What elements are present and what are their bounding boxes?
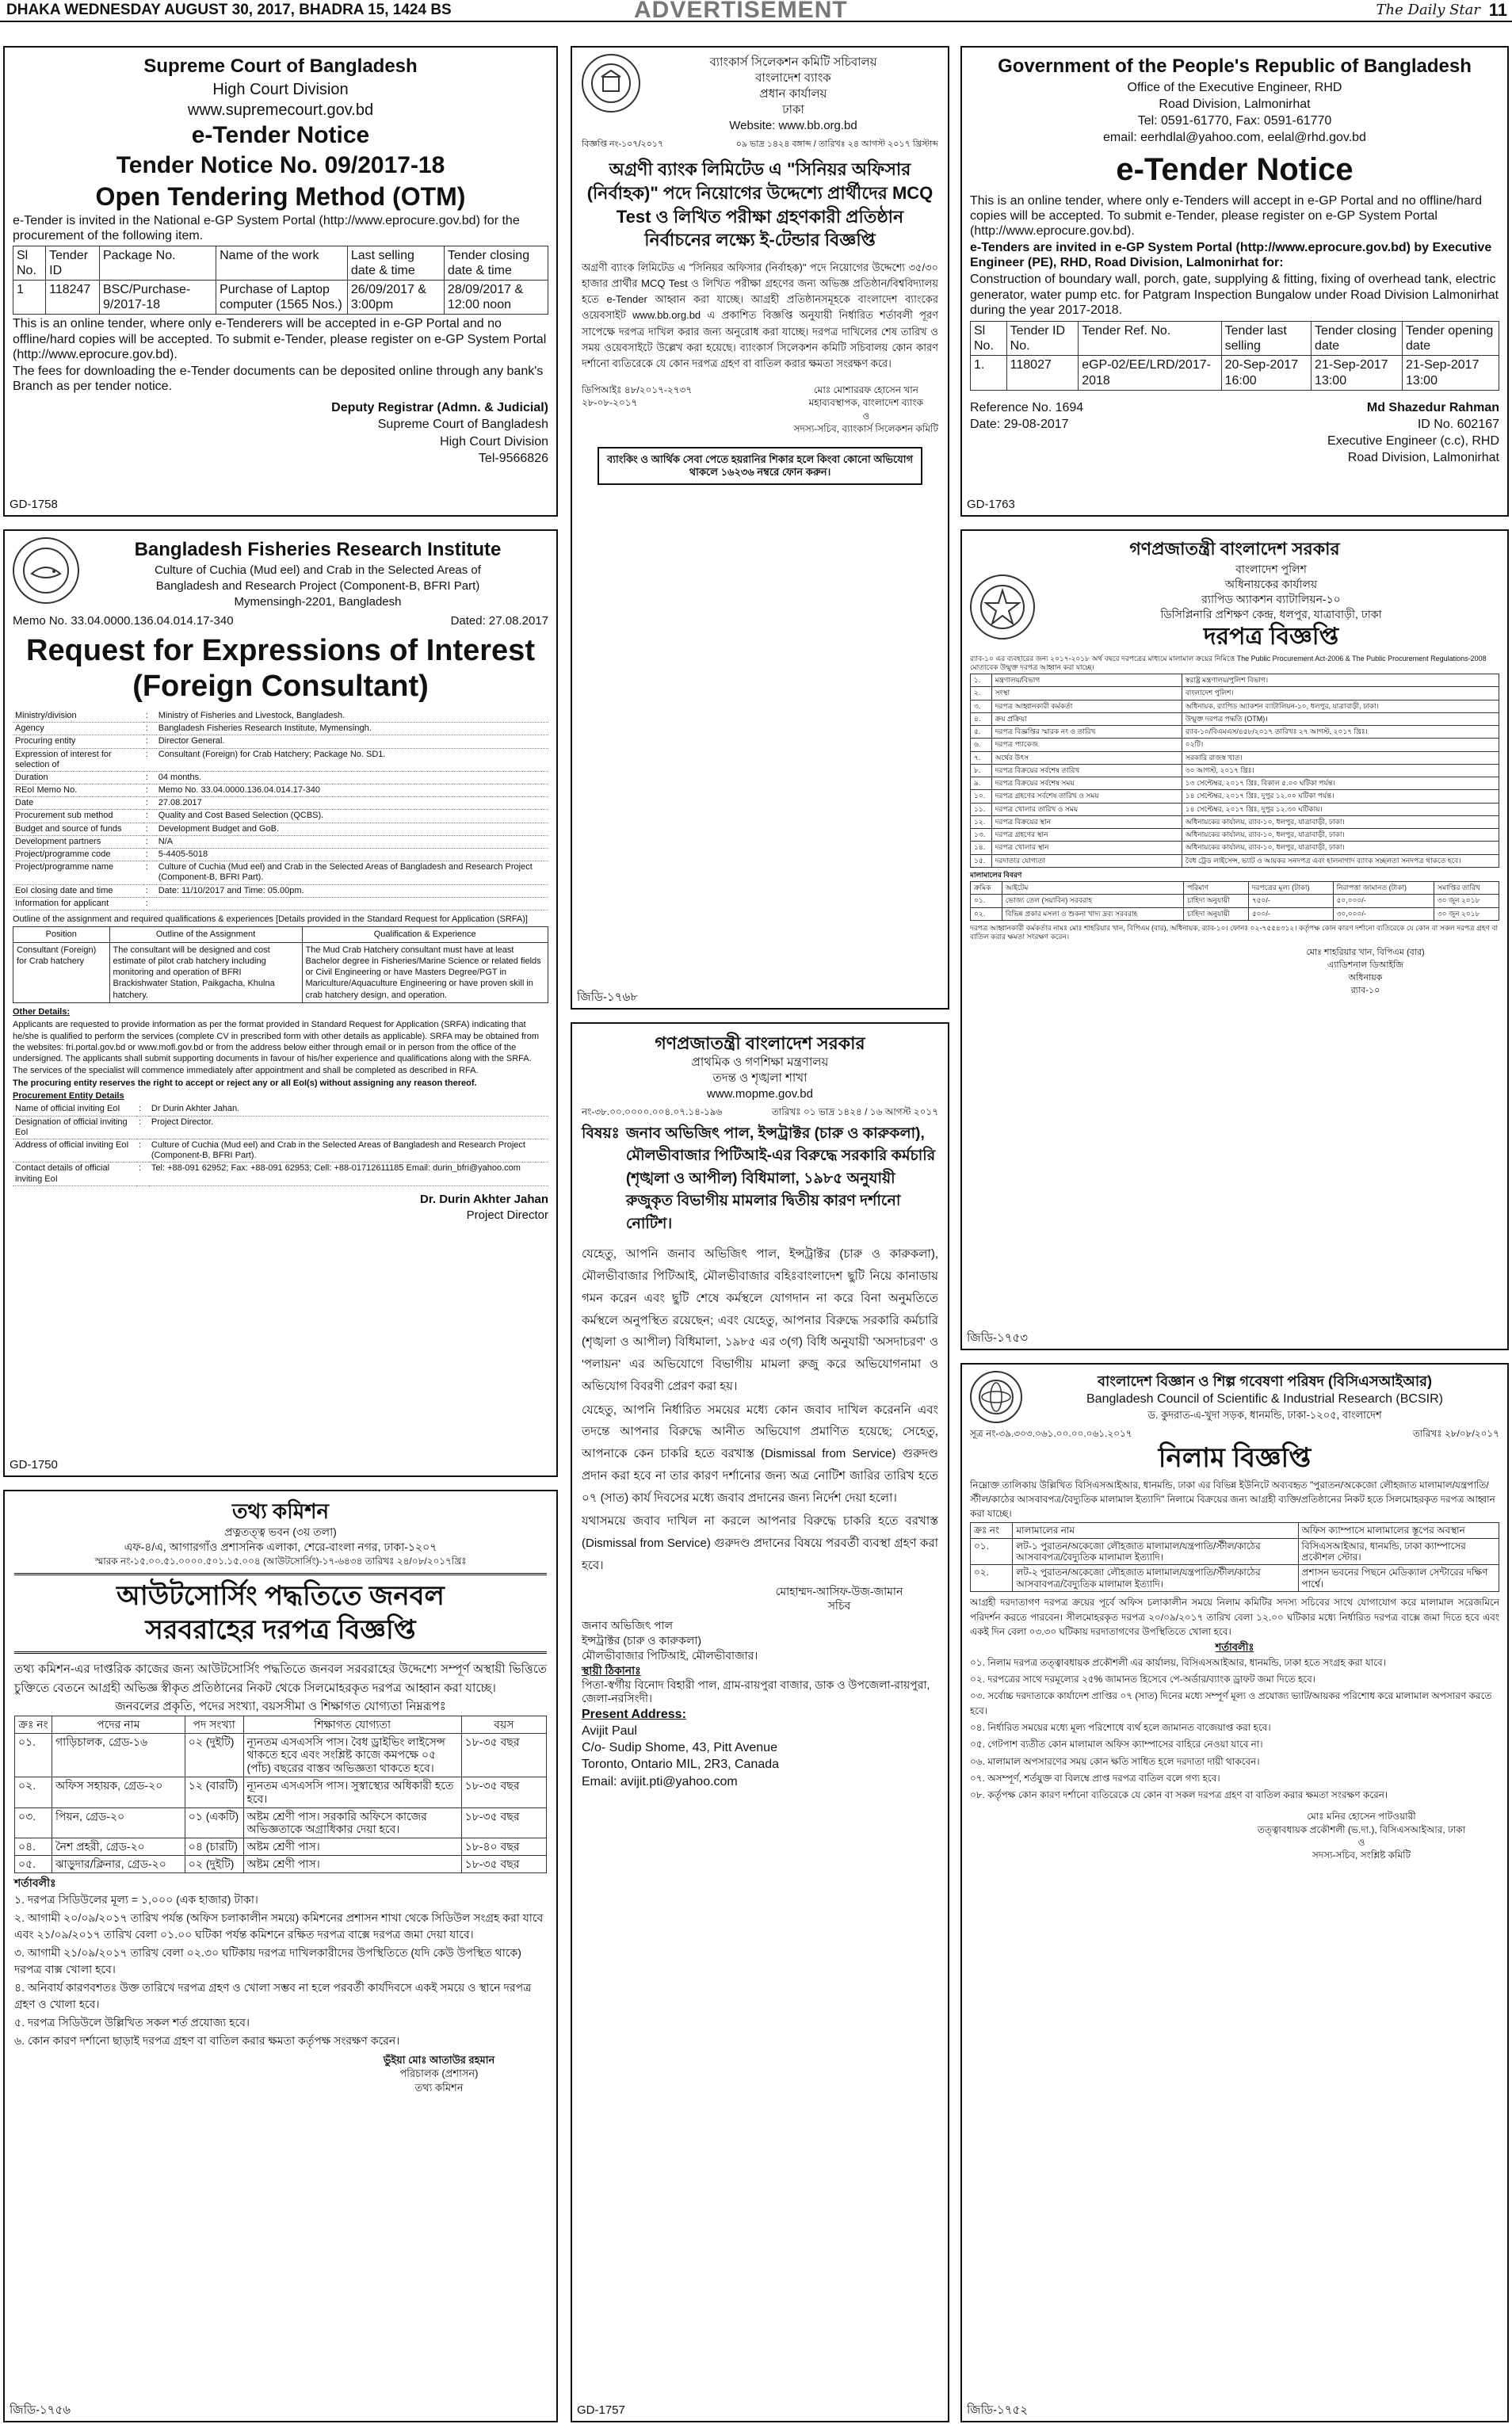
- ad-heading: (Foreign Consultant): [132, 670, 429, 704]
- table-cell: Consultant (Foreign) for Crab hatchery: [13, 942, 110, 1002]
- table-cell: Purchase of Laptop computer (1565 Nos.): [216, 280, 348, 314]
- signatory-office: Road Division, Lalmonirhat: [1347, 451, 1499, 465]
- memo-date: Dated: 27.08.2017: [450, 613, 548, 628]
- ad-heading: e-Tender Notice: [191, 121, 370, 148]
- masthead-date: DHAKA WEDNESDAY AUGUST 30, 2017, BHADRA 15, 1424 BS: [6, 2, 452, 18]
- header-cell: Tender opening date: [1402, 322, 1499, 356]
- table-row: Development partners : N/A: [13, 835, 548, 848]
- sub-text: জনবলের প্রকৃতি, পদের সংখ্যা, বয়সসীমা ও শিক্ষাগত যোগ্যতা নিম্নরূপঃ: [115, 1699, 446, 1713]
- intro-text: e-Tender is invited in the National e-GP System Portal (http://www.eprocure.gov.bd) for the procurement of the following item.: [13, 214, 520, 243]
- section-heading: শর্তাবলীঃ: [1215, 1640, 1254, 1653]
- table-row: Duration : 04 months.: [13, 771, 548, 784]
- term-item: ০৪. নির্ধারিত সময়ের মধ্যে মূল্য পরিশোধে ব্যর্থ হলে জামানত বাজেয়াপ্ত করা হবে।: [970, 1722, 1271, 1734]
- address-line: C/o- Sudip Shome, 43, Pitt Avenue: [582, 1741, 777, 1755]
- body-text: দরপত্র আহ্বানকারী কর্মকর্তার নামঃ মোঃ শাহরিয়ার খান, বিপিএম (বার), অধিনায়ক, র‍্যাব-১০। ফোনঃ ০২-৭৫৫৪৩১২। কর্তৃপক্ষ কোন কারণ দর্শানো ব্যতিরেকে যে কোন বা সকল দরপত্র গ্রহণ বা বাতিল করার ক্ষমতা সংরক্ষণ করেন।: [970, 923, 1499, 941]
- signatory-name: Md Shazedur Rahman: [1366, 400, 1499, 414]
- ad-subtitle: অধিনায়কের কার্যালয়: [1224, 578, 1318, 591]
- signatory-office: র‍্যাব-১০: [1350, 985, 1380, 995]
- signatory-name: মোঃ মনির হোসেন পাটওয়ারী: [1307, 1811, 1416, 1823]
- signatory-title: Project Director: [466, 1208, 548, 1222]
- ad-subtitle: প্রত্নতত্ত্ব ভবন (৩য় তলা): [224, 1525, 337, 1539]
- address-line: Toronto, Ontario MIL, 2R3, Canada: [582, 1758, 780, 1772]
- table-row: ৩. দরপত্র আহ্বানকারী কর্মকর্তা অধিনায়ক, র‍্যাপিড অ্যাকশন ব্যাটালিয়ন-১০, ধলপুর, যাত্রাবাড়ী, ঢাকা।: [971, 700, 1499, 712]
- table-row: ৭. অর্থের উৎস সরকারি রাজস্ব খাত।: [971, 751, 1499, 764]
- signatory-name: ভুঁইয়া মোঃ আতাউর রহমান: [383, 2053, 495, 2066]
- header-cell: Tender closing date: [1312, 322, 1403, 356]
- body-text: যেহেতু, আপনি নির্ধারিত সময়ের মধ্যে কোন জবাব দাখিল করেননি এবং তদন্তে আপনার বিরুদ্ধে আনীত অভিযোগ প্রমাণিত হয়েছে; সেহেতু, আপনাকে কেন চাকরি হতে বরখাস্ত (Dismissal from Service) গুরুদণ্ড প্রদান করা হবে না তার কারণ দর্শানোর জন্য অত্র নোটিশ জারির তারিখ হতে ০৭ (সাত) কার্য দিবসের মধ্যে জবাব প্রদানের জন্য নির্দেশ দেয়া হলো।: [582, 1403, 938, 1505]
- table-row: Address of official inviting EoI : Culture of Cuchia (Mud eel) and Crab in the Selected Areas of Bangladesh and Research Project (Component-B, BFRI Part).: [13, 1139, 548, 1162]
- ad-title: ব্যাংকার্স সিলেকশন কমিটি সচিবালয়: [709, 55, 877, 69]
- ad-website: Website: www.bb.org.bd: [729, 119, 857, 132]
- outline-text: Outline of the assignment and required qualifications & experiences [Details provided in the Standard Request for Application (SRFA)]: [13, 914, 528, 924]
- term-item: ০৬. মালামাল অপসারণের সময় কোন ক্ষতি সাধিত হলে দরদাতা দায়ী থাকবেন।: [970, 1755, 1260, 1767]
- ad-subtitle: প্রধান কার্যালয়: [759, 87, 827, 101]
- newspaper-logo: The Daily Star: [1376, 2, 1480, 18]
- recipient-title: ইন্সট্রাক্টর (চারু ও কারুকলা): [582, 1633, 701, 1647]
- body-text: e-Tenders are invited in e-GP System Portal (http://www.eprocure.gov.bd) by Executive Engineer (PE), RHD, Road Division, Lalmonirhat for:: [970, 241, 1492, 270]
- signatory-title: অধিনায়ক: [1348, 972, 1383, 983]
- rab10-tender-ad: [960, 529, 1509, 1350]
- signatory-name: মোঃ মোশাররফ হোসেন খান: [813, 384, 918, 395]
- note-text: This is an online tender, where only e-Tenderers will be accepted in e-GP Portal and no offline/hard copies will be accepted. To submit e-Tender, please register on e-GP System Portal (http://www.eprocure.gov.bd).: [13, 317, 547, 361]
- assignment-table: [13, 926, 548, 1003]
- address-email: Email: avijit.pti@yahoo.com: [582, 1774, 738, 1788]
- bcsir-auction-ad: [960, 1363, 1509, 2422]
- signatory-title: পরিচালক (প্রশাসন): [399, 2067, 479, 2080]
- info-commission-ad: [3, 1490, 558, 2422]
- term-item: ৫. দরপত্র সিডিউলে উল্লিখিত সকল শর্ত প্রযোজ্য হবে।: [14, 2015, 250, 2029]
- tender-table: [970, 321, 1499, 391]
- table-cell: 1: [13, 280, 46, 314]
- table-row: ০৫. ঝাড়ুদার/ক্লিনার, গ্রেড-২০ ০২ (দুইটি) অষ্টম শ্রেণী পাস। ১৮-৩৫ বছর: [15, 1855, 547, 1872]
- ad-heading: অগ্রণী ব্যাংক লিমিটেড এ "সিনিয়র অফিসার (নির্বাহক)" পদে নিয়োগের উদ্দেশ্যে প্রার্থীদের MCQ Test ও লিখিত পরীক্ষা গ্রহণকারী প্রতিষ্ঠান নির্বাচনের লক্ষ্যে ই-টেন্ডার বিজ্ঞপ্তি: [586, 159, 934, 250]
- recipient-office: মৌলভীবাজার পিটিআই, মৌলভীবাজার।: [582, 1648, 758, 1662]
- dp-date: ২৮-০৮-২০১৭: [582, 397, 638, 409]
- signatory-name: Dr. Durin Akhter Jahan: [420, 1192, 548, 1206]
- tender-table: [13, 246, 548, 315]
- term-item: ০৮. কর্তৃপক্ষ কোন কারণ দর্শানো ব্যতিরেকে যে কোন বা সকল দরপত্র গ্রহণ বা বাতিল করার ক্ষমতা সংরক্ষণ করেন।: [970, 1789, 1388, 1801]
- table-header: [13, 927, 548, 942]
- recipient-name: জনাব অভিজিৎ পাল: [582, 1619, 674, 1632]
- table-row: ১২. দরপত্র বিক্রয়ের স্থান অধিনায়কের কার্যালয়, র‍্যাব-১০, ধলপুর, যাত্রাবাড়ী, ঢাকা।: [971, 815, 1499, 828]
- table-cell: 118247: [46, 280, 100, 314]
- body-text: আগ্রহী দরদাতাগণ দরপত্র ক্রয়ের পূর্বে অফিস চলাকালীন সময়ে নিলাম কমিটির সদস্য সচিবের সাথে যোগাযোগ করে মালামাল সরেজমিনে পরিদর্শন করতে পারবেন। সীলমোহরকৃত দরপত্র ২০/০৯/২০১৭ তারিখ বেলা ১২.০০ ঘটিকার মধ্যে নির্ধারিত দরপত্র বাক্সে জমা দিতে হবে এবং একই দিন বেলা ০৩.৩০ ঘটিকায় দরদাতাগণের উপস্থিতিতে খোলা হবে।: [970, 1597, 1499, 1638]
- ad-contact: Tel: 0591-61770, Fax: 0591-61770: [1137, 114, 1332, 128]
- intro-text: নিম্নোক্ত তালিকায় উল্লিখিত বিসিএসআইআর, ধানমন্ডি, ঢাকা এর বিভিন্ন ইউনিটে অব্যবহৃত "পুরাতন/অকেজো লৌহজাত মালামাল/যন্ত্রপাতি/স্টীল/কাঠের আসবাবপত্র/বৈদ্যুতিক মালামাল ইত্যাদি" নিলামে বিক্রয়ের জন্য আগ্রহী ব্যক্তি/প্রতিষ্ঠানের নিকট হতে সিলমোহরকৃত দরপত্র আহ্বান করা যাচ্ছে।: [970, 1479, 1495, 1520]
- table-cell: The Mud Crab Hatchery consultant must have at least Bachelor degree in Fisheries/Marine Science or related fields or Civil Engineering or have Masters Degree/PGT in Mariculture/Aquaculture Engineering or have proven skill in crab hatchery design, and operation.: [302, 942, 548, 1002]
- intro-text: তথ্য কমিশন-এর দাপ্তরিক কাজের জন্য আউটসোর্সিং পদ্ধতিতে জনবল সরবরাহের উদ্দেশ্যে সম্পূর্ণ অস্থায়ী ভিত্তিতে চুক্তিতে বেতনে আগ্রহী অভিজ্ঞ স্বীকৃত প্রতিষ্ঠানের নিকট থেকে সিলমোহরকৃত দরপত্র আহ্বান করা যাচ্ছে।: [14, 1662, 547, 1695]
- body-text: অগ্রণী ব্যাংক লিমিটেড এ "সিনিয়র অফিসার (নির্বাহক)" পদে নিয়োগের উদ্দেশ্যে ৩৫/৩০ হাজার প্রার্থীর MCQ Test ও লিখিত পরীক্ষা গ্রহণের জন্য অভিজ্ঞ প্রতিষ্ঠান/বিশ্ববিদ্যালয় হতে e-Tender আহ্বান করা যাচ্ছে। আগ্রহী প্রতিষ্ঠানসমূহকে বাংলাদেশ ব্যাংকের ওয়েবসাইট www.bb.org.bd এ প্রকাশিত বিজ্ঞপ্তি অনুযায়ী নির্ধারিত শর্তাবলী পূরণ সাপেক্ষে দরপত্র দাখিল করার জন্য অনুরোধ করা যাচ্ছে। দরপত্র দাখিলের শেষ তারিখ ও সময় ওয়েবসাইটে উল্লেখ করা হয়েছে। ব্যাংকার্স সিলেকশন কমিটি সচিবালয় কোন কারণ দর্শানো ব্যতিরেকে যে কোন দরপত্র গ্রহণ বা বাতিল করার ক্ষমতা সংরক্ষণ করে।: [582, 261, 938, 369]
- rhd-lalmonirhat-ad: [960, 46, 1509, 517]
- ad-title: Government of the People's Republic of Bangladesh: [998, 55, 1472, 77]
- signatory-office: Supreme Court of Bangladesh: [377, 418, 548, 432]
- memo-number: Memo No. 33.04.0000.136.04.014.17-340: [13, 613, 234, 628]
- table-row: Procurement sub method : Quality and Cost Based Selection (QCBS).: [13, 810, 548, 823]
- subject-label: বিষয়ঃ: [582, 1124, 620, 1142]
- header-cell: Tender ID: [46, 246, 100, 280]
- header-cell: Sl No.: [13, 246, 46, 280]
- section-heading: Present Address:: [582, 1707, 686, 1721]
- ad-heading: Request for Expressions of Interest: [26, 633, 535, 667]
- bangladesh-bank-logo-icon: [582, 54, 640, 113]
- body-text: Construction of boundary wall, porch, gate, supplying & fitting, fixing of overhead tank, electric generator, water pump etc. for Patgram Inspection Bungalow under Road Division Lalmonirhat during the year 2017-2018.: [970, 273, 1499, 317]
- table-row: ০২. লট-২ পুরাতন/অকেজো লৌহজাত মালামাল/যন্ত্রপাতি/স্টীল/কাঠের আসবাবপত্র/বৈদ্যুতিক মালামাল ইত্যাদি। প্রশাসন ভবনের পিছনে মেডিক্যাল সেন্টারের দক্ষিণ পার্শ্বে।: [971, 1565, 1499, 1592]
- table-row: ০১. লট-১ পুরাতন/অকেজো লৌহজাত মালামাল/যন্ত্রপাতি/স্টীল/কাঠের আসবাবপত্র/বৈদ্যুতিক মালামাল ইত্যাদি। বিসিএসআইআর, ধানমন্ডি, ঢাকা ক্যাম্পাসের প্রকৌশল স্টোর।: [971, 1538, 1499, 1565]
- table-cell: 21-Sep-2017 13:00: [1402, 356, 1499, 390]
- ad-subtitle: ডিসিপ্লিনারি প্রশিক্ষণ কেন্দ্র, ধলপুর, যাত্রাবাড়ী, ঢাকা: [1160, 607, 1382, 620]
- table-row: ৯. দরপত্র বিক্রয়ের সর্বশেষ সময় ১৩ সেপ্টেম্বর, ২০১৭ খ্রিঃ, বিকাল ৫.০০ ঘটিকা পর্যন্ত।: [971, 777, 1499, 790]
- signatory-title: তত্ত্বাবধায়ক প্রকৌশলী (ভ.দা.), বিসিএসআইআর, ঢাকা: [1257, 1823, 1466, 1835]
- table-row: Designation of official inviting EoI : Project Director.: [13, 1116, 548, 1139]
- table-cell: 1.: [971, 356, 1007, 390]
- section-heading: Procurement Entity Details: [13, 1091, 124, 1101]
- table-cell: The consultant will be designed and cost estimate of pilot crab hatchery including monitoring and operation of BFRI Brackishwater Station, Paikgacha, Khulna hatchery.: [109, 942, 302, 1002]
- table-row: Name of official inviting EoI : Dr Durin Akhter Jahan.: [13, 1103, 548, 1116]
- signatory-name: মোহাম্মদ-আসিফ-উজ-জামান: [775, 1584, 903, 1598]
- table-row: [13, 280, 548, 314]
- table-row: [13, 942, 548, 1002]
- signatory-office: তথ্য কমিশন: [414, 2081, 464, 2094]
- ad-subtitle: Bangladesh Council of Scientific & Industrial Research (BCSIR): [1086, 1392, 1443, 1407]
- signature-block: [1231, 948, 1499, 996]
- ad-address: ড. কুদরাত-এ-খুদা সড়ক, ধানমন্ডি, ঢাকা-১২০৫, বাংলাদেশ: [1147, 1408, 1382, 1421]
- signature-block: [1224, 1811, 1499, 1861]
- tender-method: Open Tendering Method (OTM): [95, 181, 466, 211]
- ad-title: গণপ্রজাতন্ত্রী বাংলাদেশ সরকার: [1129, 539, 1340, 559]
- table-row: ৫. দরপত্র বিজ্ঞপ্তির স্মারক নং ও তারিখ র‍্যাব-১০/বিএমএস/৪৫৮/২০১৭ তারিখঃ ২৭ আগস্ট, ২০১৭ খ্রিঃ।: [971, 726, 1499, 739]
- ad-title: তথ্য কমিশন: [231, 1499, 330, 1523]
- recipient-block: [582, 1619, 938, 1789]
- table-row: ০২. বিভিন্ন প্রকার মসলা ও শুকনা খাদ্য দ্রব্য সরবরাহ চাহিদা অনুযায়ী ৫০০/- ৩০,০০০/- ৩০ জুন ২০১৮: [971, 907, 1499, 920]
- table-cell: BSC/Purchase-9/2017-18: [99, 280, 216, 314]
- table-row: ১৫. দরদাতার যোগ্যতা বৈধ ট্রেড লাইসেন্স, ভ্যাট ও আয়কর সনদপত্র এবং হালনাগাদ ব্যাংক সচ্ছলতা সনদপত্র থাকতে হবে।: [971, 854, 1499, 867]
- signatory-title: Deputy Registrar (Admn. & Judicial): [331, 401, 548, 415]
- table-cell: eGP-02/EE/LRD/2017-2018: [1079, 356, 1221, 390]
- table-row: Budget and source of funds : Development Budget and GoB.: [13, 823, 548, 835]
- bcsir-logo-icon: [970, 1371, 1022, 1423]
- masthead-section: ADVERTISEMENT: [634, 0, 848, 23]
- ad-heading: নিলাম বিজ্ঞপ্তি: [1158, 1443, 1312, 1474]
- ad-subtitle: এফ-৪/এ, আগারগাঁও প্রশাসনিক এলাকা, শেরে-বাংলা নগর, ঢাকা-১২০৭: [124, 1540, 437, 1553]
- ad-subtitle: Mymensingh-2201, Bangladesh: [234, 594, 402, 609]
- table-row: EoI closing date and time : Date: 11/10/2017 and Time: 05.00pm.: [13, 884, 548, 897]
- notice-date: তারিখঃ ২৮/০৮/২০১৭: [1412, 1428, 1499, 1439]
- ad-subtitle: বাংলাদেশ পুলিশ: [1235, 563, 1307, 576]
- signatory-title: সচিব: [827, 1599, 851, 1613]
- notice-ref: স্মারক নং-১৫.০০.৫১.০০০০.৫০১.১৫.০০৪ (আউটসোর্সিং)-১৭-৬৪৩৪ তারিখঃ ২৪/০৮/২০১৭খ্রিঃ: [94, 1555, 467, 1567]
- table-cell: 20-Sep-2017 16:00: [1221, 356, 1311, 390]
- table-row: ২. সংস্থা বাংলাদেশ পুলিশ।: [971, 687, 1499, 700]
- table-row: ০১. গাড়িচালক, গ্রেড-১৬ ০২ (দুইটি) ন্যূনতম এসএসসি পাস। বৈধ ড্রাইভিং লাইসেন্স থাকতে হবে এবং সংশ্লিষ্ট কাজে কমপক্ষে ০৫ (পাঁচ) বছরের বাস্তব অভিজ্ঞতা থাকতে হবে। ১৮-৩৫ বছর: [15, 1733, 547, 1777]
- reserve-text: The procuring entity reserves the right to accept or reject any or all EoI(s) without assigning any reason thereof.: [13, 1078, 477, 1088]
- header-cell: Sl No.: [971, 322, 1007, 356]
- term-item: ৬. কোন কারণ দর্শানো ছাড়াই দরপত্র গ্রহণ বা বাতিল করার ক্ষমতা কর্তৃপক্ষ সংরক্ষণ করেন।: [14, 2033, 400, 2047]
- subject-text: জনাব অভিজিৎ পাল, ইন্সট্রাক্টর (চারু ও কারুকলা), মৌলভীবাজার পিটিআই-এর বিরুদ্ধে সরকারি কর্মচারি (শৃঙ্খলা ও আপীল) বিধিমালা, ১৯৮৫ অনুযায়ী রুজুকৃত বিভাগীয় মামলার দ্বিতীয় কারণ দর্শানো নোটিশ।: [625, 1124, 936, 1232]
- hotline-box: ব্যাংকিং ও আর্থিক সেবা পেতে হয়রানির শিকার হলে কিংবা কোনো অভিযোগ থাকলে ১৬২৩৬ নম্বরে ফোন করুন।: [598, 447, 922, 484]
- notice-date: ০৯ ভাদ্র ১৪২৪ বঙ্গাব্দ / তারিখঃ ২৪ আগস্ট ২০১৭ খ্রিস্টাব্দ: [735, 139, 938, 149]
- procurement-entity-table: [13, 1103, 548, 1185]
- table-row: ০৩. পিয়ন, গ্রেড-২০ ০১ (একটি) অষ্টম শ্রেণী পাস। সরকারি অফিসে কাজের অভিজ্ঞতাকে অগ্রাধিকার দেয়া হবে। ১৮-৩৫ বছর: [15, 1808, 547, 1838]
- notice-ref: নং-৩৮.০০.০০০০.০০৪.০৭.১৪-১৯৬: [582, 1106, 723, 1118]
- signatory-name: মোঃ শাহরিয়ার খান, বিপিএম (বার): [1306, 948, 1425, 958]
- ad-title: Supreme Court of Bangladesh: [143, 55, 418, 77]
- notice-date: তারিখঃ ০১ ভাদ্র ১৪২৪ / ১৬ আগস্ট ২০১৭: [771, 1106, 938, 1118]
- ad-subtitle: তদন্ত ও শৃঙ্খলা শাখা: [712, 1071, 808, 1086]
- ad-heading: e-Tender Notice: [1116, 151, 1354, 187]
- table-row: ০২. অফিস সহায়ক, গ্রেড-২০ ১২ (বারটি) ন্যূনতম এসএসসি পাস। সুস্বাস্থ্যের অধিকারী হতে হবে। ১৮-৩৫ বছর: [15, 1777, 547, 1808]
- note-text: The fees for downloading the e-Tender documents can be deposited online through any bank's Branch as per tender notice.: [13, 364, 544, 394]
- ad-title: গণপ্রজাতন্ত্রী বাংলাদেশ সরকার: [655, 1033, 865, 1053]
- table-row: ০১. ভোজ্য তেল (সয়াবিন) সরবরাহ চাহিদা অনুযায়ী ৭৫০/- ৫০,০০০/- ৩০ জুন ২০১৮: [971, 895, 1499, 907]
- header-cell: Name of the work: [216, 246, 348, 280]
- body-text: যেহেতু, আপনি জনাব অভিজিৎ পাল, ইন্সট্রাক্টর (চারু ও কারুকলা), মৌলভীবাজার পিটিআই, মৌলভীবাজার বহিঃবাংলাদেশ ছুটি নিয়ে কানাডায় গমন করেন এবং ছুটি শেষে কর্মস্থলে যোগদান না করে বিনা অনুমতিতে কর্মস্থলে অনুপস্থিত রয়েছেন; এবং যেহেতু, আপনার বিরুদ্ধে সরকারি কর্মচারি (শৃঙ্খলা ও আপীল) বিধিমালা, ১৯৮৫ এর ৩(গ) বিধি অনুযায়ী 'অসদাচরণ' ও 'পলায়ন' এর অভিযোগে বিভাগীয় মামলা রুজু করে অভিযোগনামা ও অভিযোগ বিবরণী প্রেরণ করা হয়।: [582, 1247, 938, 1393]
- table-cell: 26/09/2017 & 3:00pm: [347, 280, 444, 314]
- signature-block: [331, 2054, 547, 2094]
- auction-items-table: [970, 1522, 1499, 1592]
- section-heading: মালামালের বিবরণ: [970, 870, 1022, 879]
- table-row: Date : 27.08.2017: [13, 797, 548, 810]
- table-cell: 28/09/2017 & 12:00 noon: [444, 280, 548, 314]
- table-header: ক্রমিক আইটেম পরিমাণ দরপত্রের মূল্য (টাকা) নিরাপত্তা জামানত (টাকা) সমাপ্তির তারিখ: [971, 882, 1499, 895]
- header-cell: Tender last selling: [1221, 322, 1311, 356]
- term-item: ০১. নিলাম দরপত্র তত্ত্বাবধায়ক প্রকৌশলী এর কার্যালয়, বিসিএসআইআর, ধানমন্ডি, ঢাকা হতে সংগ্রহ করা যাবে।: [970, 1656, 1387, 1668]
- ad-title: বাংলাদেশ বিজ্ঞান ও শিল্প গবেষণা পরিষদ (বিসিএসআইআর): [1098, 1372, 1432, 1389]
- body-text: This is an online tender, where only e-Tenders will accept in e-GP Portal and no offline/hard copies will be accepted. To submit e-Tender, please register on e-GP System Portal (http://www.eprocure.gov.bd).: [970, 193, 1482, 238]
- header-cell: Tender Ref. No.: [1079, 322, 1221, 356]
- table-row: ১৩. দরপত্র গ্রহণের স্থান অধিনায়কের কার্যালয়, র‍্যাব-১০, ধলপুর, যাত্রাবাড়ী, ঢাকা।: [971, 829, 1499, 842]
- ad-subtitle: র‍্যাপিড অ্যাকশন ব্যাটালিয়ন-১০: [1201, 592, 1341, 605]
- table-row: ১. মন্ত্রণালয়/বিভাগ স্বরাষ্ট্র মন্ত্রণালয়/পুলিশ বিভাগ।: [971, 674, 1499, 687]
- signatory-title: Executive Engineer (c.c), RHD: [1327, 434, 1499, 449]
- header-cell: Last selling date & time: [347, 246, 444, 280]
- gd-code: জিডি-১৭৫৬: [10, 2403, 71, 2417]
- bfri-eoi-ad: [3, 529, 558, 1477]
- header-cell: Tender closing date & time: [444, 246, 548, 280]
- mopme-notice-ad: [571, 1022, 949, 2422]
- signatory-title: ও: [1357, 1836, 1365, 1848]
- gd-code: GD-1763: [967, 498, 1015, 511]
- table-row: Expression of interest for selection of : Consultant (Foreign) for Crab Hatchery; Package No. SD1.: [13, 748, 548, 771]
- bankers-committee-ad: [571, 46, 949, 1010]
- ad-subtitle: Office of the Executive Engineer, RHD: [1127, 80, 1342, 94]
- term-item: ৪. অনিবার্য কারণবশতঃ উক্ত তারিখে দরপত্র গ্রহণ ও খোলা সম্ভব না হলে পরবর্তী কার্যদিবসে একই সময়ে ও স্থানে দরপত্র গ্রহণ ও খোলা হবে।: [14, 1980, 532, 2010]
- signature-block: [13, 400, 548, 466]
- table-row: Ministry/division : Ministry of Fisheries and Livestock, Bangladesh.: [13, 710, 548, 723]
- notice-ref: সূত্র নং-৩৯.৩০৩.০৬১.০০.০০.০৬১.২০১৭: [970, 1428, 1132, 1439]
- gd-code: জিডি-১৭৫৩: [967, 1331, 1029, 1345]
- section-heading: স্থায়ী ঠিকানাঃ: [582, 1663, 641, 1677]
- gd-code: জিডি-১৭৫২: [967, 2403, 1029, 2417]
- table-row: Information for applicant :: [13, 897, 548, 910]
- body-text: Applicants are requested to provide information as per the format provided in Standard Request for Application (SRFA) indicating that he/she is qualified to perform the services (complete CV in prescribed form with other details as applicable). SRFA may be obtained from the websites: fri.portal.gov.bd or www.mofl.gov.bd or from the address below either through email or in person from the office of the undersigned. The applicants shall submit supporting documents in favour of his/her experience and qualifications along with the SRFA. The services of the specialist will commence immediately after appointment and shall be completed as described in RFA.: [13, 1020, 539, 1075]
- table-row: ১৪. দরপত্র খোলার স্থান অধিনায়কের কার্যালয়, র‍্যাব-১০, ধলপুর, যাত্রাবাড়ী, ঢাকা।: [971, 842, 1499, 854]
- table-header: ক্রঃ নং পদের নাম পদ সংখ্যা শিক্ষাগত যোগ্যতা বয়স: [15, 1716, 547, 1733]
- manpower-table: [14, 1716, 547, 1873]
- signatory-title: মহাব্যবস্থাপক, বাংলাদেশ ব্যাংক: [808, 397, 924, 409]
- table-row: ৬. দরপত্র প্যাকেজ ০২টি।: [971, 739, 1499, 751]
- ad-email: email: eerhdlal@yahoo.com, eelal@rhd.gov.bd: [1103, 131, 1366, 145]
- table-row: ১০. দরপত্র গ্রহণের সর্বশেষ তারিখ ও সময় ১৪ সেপ্টেম্বর, ২০১৭ খ্রিঃ, দুপুর ১২.০০ ঘটিকা পর্যন্ত।: [971, 790, 1499, 803]
- ad-subtitle: বাংলাদেশ ব্যাংক: [755, 71, 831, 85]
- ad-subtitle: ঢাকা: [782, 103, 804, 116]
- table-row: ৪. ক্রয় প্রক্রিয়া উন্মুক্ত দরপত্র পদ্ধতি (OTM)।: [971, 712, 1499, 725]
- header-cell: Qualification & Experience: [302, 927, 548, 942]
- tender-number: Tender Notice No. 09/2017-18: [116, 151, 445, 178]
- signature-block: [740, 1585, 938, 1613]
- reference-number: Reference No. 1694: [970, 400, 1084, 414]
- ad-title: Bangladesh Fisheries Research Institute: [134, 539, 502, 560]
- table-header: [971, 322, 1499, 356]
- signatory-office: High Court Division: [440, 434, 548, 449]
- table-row: ০৪. নৈশ প্রহরী, গ্রেড-২০ ০৪ (চারটি) অষ্টম শ্রেণী পাস। ১৮-৪০ বছর: [15, 1838, 547, 1856]
- ad-subtitle: Culture of Cuchia (Mud eel) and Crab in the Selected Areas of: [155, 563, 481, 577]
- term-item: ২. আগামী ২০/০৯/২০১৭ তারিখ পর্যন্ত (অফিস চলাকালীন সময়ে) কমিশনের প্রশাসন শাখা থেকে সিডিউল সংগ্রহ করা যাবে এবং ২১/০৯/২০১৭ তারিখ বেলা ০১.০০ ঘটিকা পর্যন্ত কমিশনে রক্ষিত দরপত্র বাক্সে দরপত্র জমা দেয়া যাবে।: [14, 1911, 544, 1941]
- table-row: REoI Memo No. : Memo No. 33.04.0000.136.04.014.17-340: [13, 784, 548, 797]
- address-line: Avijit Paul: [582, 1724, 637, 1739]
- table-row: Procuring entity : Director General.: [13, 735, 548, 748]
- table-row: ৮. দরপত্র বিক্রয়ের সর্বশেষ তারিখ ৩০ আগস্ট, ২০১৭ খ্রিঃ।: [971, 764, 1499, 777]
- masthead: [0, 0, 1512, 22]
- header-cell: Tender ID No.: [1006, 322, 1079, 356]
- signatory-title: ও: [862, 410, 870, 422]
- header-cell: Package No.: [99, 246, 216, 280]
- signatory-title: সদস্য-সচিব, সংশ্লিষ্ট কমিটি: [1312, 1849, 1411, 1861]
- signatory-phone: Tel-9566826: [478, 451, 548, 465]
- ad-subtitle: প্রাথমিক ও গণশিক্ষা মন্ত্রণালয়: [691, 1055, 829, 1070]
- signatory-title: এ্যাডিশনাল ডিআইজি: [1327, 960, 1404, 971]
- notice-ref: বিজ্ঞপ্তি নং-১০৭/২০১৭: [582, 139, 664, 149]
- term-item: ৩. আগামী ২১/০৯/২০১৭ তারিখ বেলা ০২.৩০ ঘটিকায় দরপত্র দাখিলকারীদের উপস্থিতিতে (যদি কেউ উপস্থিত থাকে) দরপত্র বাক্স খোলা হবে।: [14, 1945, 521, 1975]
- section-heading: Other Details:: [13, 1007, 71, 1017]
- table-row: Agency : Bangladesh Fisheries Research Institute, Mymensingh.: [13, 723, 548, 735]
- ad-heading: আউটসোর্সিং পদ্ধতিতে জনবল: [116, 1581, 445, 1612]
- eoi-details-table: [13, 710, 548, 910]
- ad-subtitle: Bangladesh and Research Project (Component-B, BFRI Part): [155, 578, 480, 593]
- ad-website: www.supremecourt.gov.bd: [187, 101, 374, 119]
- term-item: ০২. দরপত্রের সাথে দরমূল্যের ২৫% জামানত হিসেবে পে-অর্ডার/ব্যাংক ড্রাফট জমা দিতে হবে।: [970, 1673, 1316, 1685]
- dp-id: ডিপিআইঃ ৪৮/২০১৭-২৭৩৭: [582, 384, 693, 395]
- tender-details-table: [970, 674, 1499, 868]
- intro-text: র‍্যাব-১০ এর ব্যবহারের জন্য ২০১৭-২০১৮ অর্থ বছরে দরপত্রের মাধ্যমে মালামাল ক্রয়ের নিমিত্তে The Public Procurement Act-2006 & The Public Procurement Regulations-2008 মোতাবেক উন্মুক্ত দরপত্র আহ্বান করা যাচ্ছে।: [970, 654, 1487, 671]
- table-row: Project/programme code : 5-4405-5018: [13, 849, 548, 861]
- section-heading: শর্তাবলীঃ: [14, 1876, 56, 1889]
- signatory-id: ID No. 602167: [1417, 417, 1499, 431]
- table-cell: 118027: [1006, 356, 1079, 390]
- ad-heading: দরপত্র বিজ্ঞপ্তি: [1203, 623, 1339, 650]
- bfri-logo-icon: [13, 537, 79, 604]
- term-item: ০৩. সর্বোচ্চ দরদাতাকে কার্যাদেশ প্রাপ্তির ০৭ (সাত) দিনের মধ্যে সম্পূর্ণ মূল্য ও প্রযোজ্য ভ্যাট/আয়কর পরিশোধ করে মালামাল অপসারণ করতে হবে।: [970, 1689, 1492, 1717]
- supreme-court-ad: [3, 46, 558, 517]
- ad-subtitle: High Court Division: [212, 80, 349, 98]
- gd-code: GD-1758: [10, 498, 58, 511]
- term-item: ০৫. গেটপাশ ব্যতীত কোন মালামাল অফিস ক্যাম্পাসের বাহিরে নেওয়া যাবে না।: [970, 1739, 1263, 1750]
- ad-subtitle: Road Division, Lalmonirhat: [1159, 97, 1311, 111]
- permanent-address: পিতা-স্বর্গীয় বিনোদ বিহারী পাল, গ্রাম-রায়পুরা বাজার, ডাক ও উপজেলা-রায়পুরা, জেলা-নরসিংদী।: [582, 1678, 930, 1705]
- table-row: ১১. দরপত্র খোলার তারিখ ও সময় ১৪ সেপ্টেম্বর, ২০১৭ খ্রিঃ, দুপুর ১২.৩০ ঘটিকায়।: [971, 803, 1499, 815]
- table-header: [13, 246, 548, 280]
- page-number: 11: [1488, 0, 1507, 20]
- table-row: [971, 356, 1499, 390]
- table-cell: 21-Sep-2017 13:00: [1312, 356, 1403, 390]
- police-logo-icon: [970, 575, 1035, 639]
- notice-date: Date: 29-08-2017: [970, 417, 1069, 431]
- term-item: ০৭. অসম্পূর্ণ, শর্তযুক্ত বা বিলম্বে প্রাপ্ত দরপত্র বাতিল বলে গণ্য হবে।: [970, 1772, 1220, 1784]
- body-text: যথাসময়ে জবাব দাখিল না করলে আপনার বিরুদ্ধে চাকরি হতে বরখাস্ত (Dismissal from Service) গুরুদণ্ড প্রদানের বিষয়ে পরবর্তী ব্যবস্থা গ্রহণ করা হবে।: [582, 1514, 938, 1572]
- signatory-title: সদস্য-সচিব, ব্যাংকার্স সিলেকশন কমিটি: [793, 423, 938, 435]
- term-item: ১. দরপত্র সিডিউলের মূল্য = ১,০০০ (এক হাজার) টাকা।: [14, 1892, 258, 1906]
- header-cell: Position: [13, 927, 110, 942]
- header-cell: Outline of the Assignment: [109, 927, 302, 942]
- table-row: Project/programme name : Culture of Cuchia (Mud eel) and Crab in the Selected Areas of Bangladesh and Research Project (Component-B, BFRI Part).: [13, 861, 548, 884]
- table-row: Contact details of official inviting EoI : Tel: +88-091 62952; Fax: +88-091 62953; Cell: +88-01712611185 Email: durin_bfri@yahoo.com: [13, 1162, 548, 1185]
- items-table: [970, 881, 1499, 921]
- gd-code: জিডি-১৭৬৮: [577, 991, 639, 1004]
- ad-heading: সরবরাহের দরপত্র বিজ্ঞপ্তি: [145, 1614, 416, 1645]
- ad-website: www.mopme.gov.bd: [707, 1087, 813, 1101]
- gd-code: GD-1750: [10, 1458, 58, 1472]
- signature-block: [13, 1193, 548, 1223]
- gd-code: GD-1757: [577, 2403, 625, 2417]
- table-header: ক্রঃ নং মালামালের নাম অফিস ক্যাম্পাসে মালামালের স্তূপের অবস্থান: [971, 1523, 1499, 1538]
